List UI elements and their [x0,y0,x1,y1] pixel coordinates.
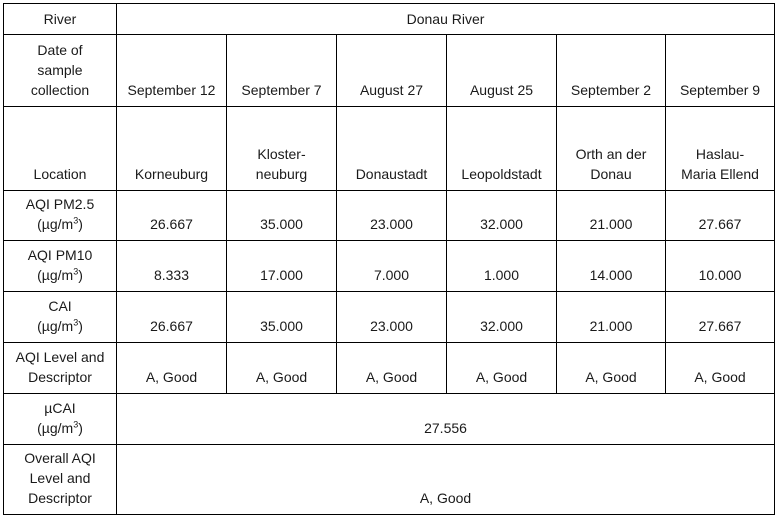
location-value: Haslau- [695,146,745,162]
level-value: A, Good [585,369,637,385]
pm10-value: 10.000 [698,267,742,283]
location-value: Orth an der [575,146,647,162]
level-cell [447,343,557,394]
cai-value: 23.000 [370,318,413,334]
mucai-row [4,394,775,445]
level-value: A, Good [365,369,418,385]
date-cell [227,35,337,107]
pm10-value: 17.000 [260,267,303,283]
date-value: August 25 [469,82,534,98]
pm10-label: AQI PM10 [27,247,93,263]
level-value: A, Good [255,369,308,385]
pm25-cell [447,191,557,241]
unit-exponent: 3 [73,419,79,430]
location-value: Donaustadt [355,166,428,182]
date-label-line: collection [30,82,90,98]
location-row [4,107,775,191]
pm10-value: 1.000 [483,267,520,283]
cai-cell [117,292,227,343]
level-cell [557,343,666,394]
date-cell [447,35,557,107]
location-value: Korneuburg [134,166,209,182]
overall-value: A, Good [419,490,472,506]
unit-close: ) [78,420,83,436]
overall-label-cell [4,445,117,515]
level-cell [666,343,775,394]
cai-cell [227,292,337,343]
unit-close: ) [78,267,83,283]
level-value: A, Good [694,369,746,385]
cai-value: 27.667 [698,318,742,334]
cai-cell [666,292,775,343]
level-value: A, Good [145,369,198,385]
mucai-value: 27.556 [424,420,467,436]
level-label-line: Descriptor [28,369,92,385]
mucai-label-cell [4,394,117,445]
overall-cell [117,445,775,515]
location-value: Donau [590,166,632,182]
pm25-label-cell [4,191,117,241]
date-label-cell [4,35,117,107]
unit-close: ) [78,216,83,232]
pm10-cell [666,241,775,292]
cai-cell [337,292,447,343]
pm25-row [4,191,775,241]
unit-exponent: 3 [73,266,79,277]
pm10-label-cell [4,241,117,292]
location-cell [557,107,666,191]
pm25-value: 32.000 [480,216,523,232]
pm10-value: 8.333 [153,267,190,283]
date-cell [557,35,666,107]
level-label-cell [4,343,117,394]
pm10-value: 7.000 [373,267,410,283]
cai-cell [447,292,557,343]
location-value: neuburg [255,166,308,182]
date-cell [117,35,227,107]
pm25-cell [557,191,666,241]
unit-label: (µg/m [37,216,74,232]
location-label-cell [4,107,117,191]
location-value: Kloster- [257,146,306,162]
cai-label: CAI [48,298,72,314]
pm10-cell [337,241,447,292]
level-cell [227,343,337,394]
pm25-label: AQI PM2.5 [25,196,95,212]
pm10-cell [447,241,557,292]
cai-label-cell [4,292,117,343]
level-value: A, Good [475,369,528,385]
pm10-cell [557,241,666,292]
date-label-line: Date of [37,42,83,58]
pm25-cell [117,191,227,241]
pm10-row [4,241,775,292]
pm25-value: 35.000 [260,216,303,232]
pm25-value: 26.667 [150,216,193,232]
unit-exponent: 3 [73,215,79,226]
cai-value: 21.000 [589,318,633,334]
location-cell [337,107,447,191]
pm25-cell [337,191,447,241]
level-cell [337,343,447,394]
river-row [4,4,775,35]
river-name-cell [117,4,775,35]
cai-value: 32.000 [480,318,523,334]
level-row [4,343,775,394]
date-value: August 27 [359,82,424,98]
cai-cell [557,292,666,343]
pm10-cell [227,241,337,292]
river-label: River [43,11,77,27]
overall-row [4,445,775,515]
date-row [4,35,775,107]
date-label-line: sample [37,62,83,78]
cai-value: 26.667 [150,318,193,334]
location-cell [227,107,337,191]
unit-exponent: 3 [73,317,79,328]
river-label-cell [4,4,117,35]
river-name: Donau River [406,11,485,27]
cai-value: 35.000 [260,318,303,334]
overall-label-line: Descriptor [28,490,92,506]
air-quality-table [3,3,775,515]
pm10-value: 14.000 [589,267,633,283]
date-value: September 12 [127,82,216,98]
overall-label-line: Overall AQI [24,450,96,466]
unit-close: ) [78,318,83,334]
location-label: Location [33,166,87,182]
pm25-cell [227,191,337,241]
date-cell [337,35,447,107]
date-value: September 2 [570,82,652,98]
location-value: Leopoldstadt [461,166,542,182]
unit-label: (µg/m [37,267,74,283]
level-label-line: AQI Level and [15,349,105,365]
overall-label-line: Level and [29,470,91,486]
unit-label: (µg/m [37,318,74,334]
pm25-value: 21.000 [589,216,633,232]
location-cell [447,107,557,191]
location-value: Maria Ellend [681,166,759,182]
pm25-cell [666,191,775,241]
date-value: September 7 [241,82,322,98]
pm25-value: 23.000 [370,216,413,232]
date-cell [666,35,775,107]
cai-row [4,292,775,343]
location-cell [666,107,775,191]
date-value: September 9 [679,82,761,98]
mucai-cell [117,394,775,445]
level-cell [117,343,227,394]
mucai-label: µCAI [44,400,76,416]
unit-label: (µg/m [37,420,74,436]
pm25-value: 27.667 [698,216,742,232]
location-cell [117,107,227,191]
pm10-cell [117,241,227,292]
